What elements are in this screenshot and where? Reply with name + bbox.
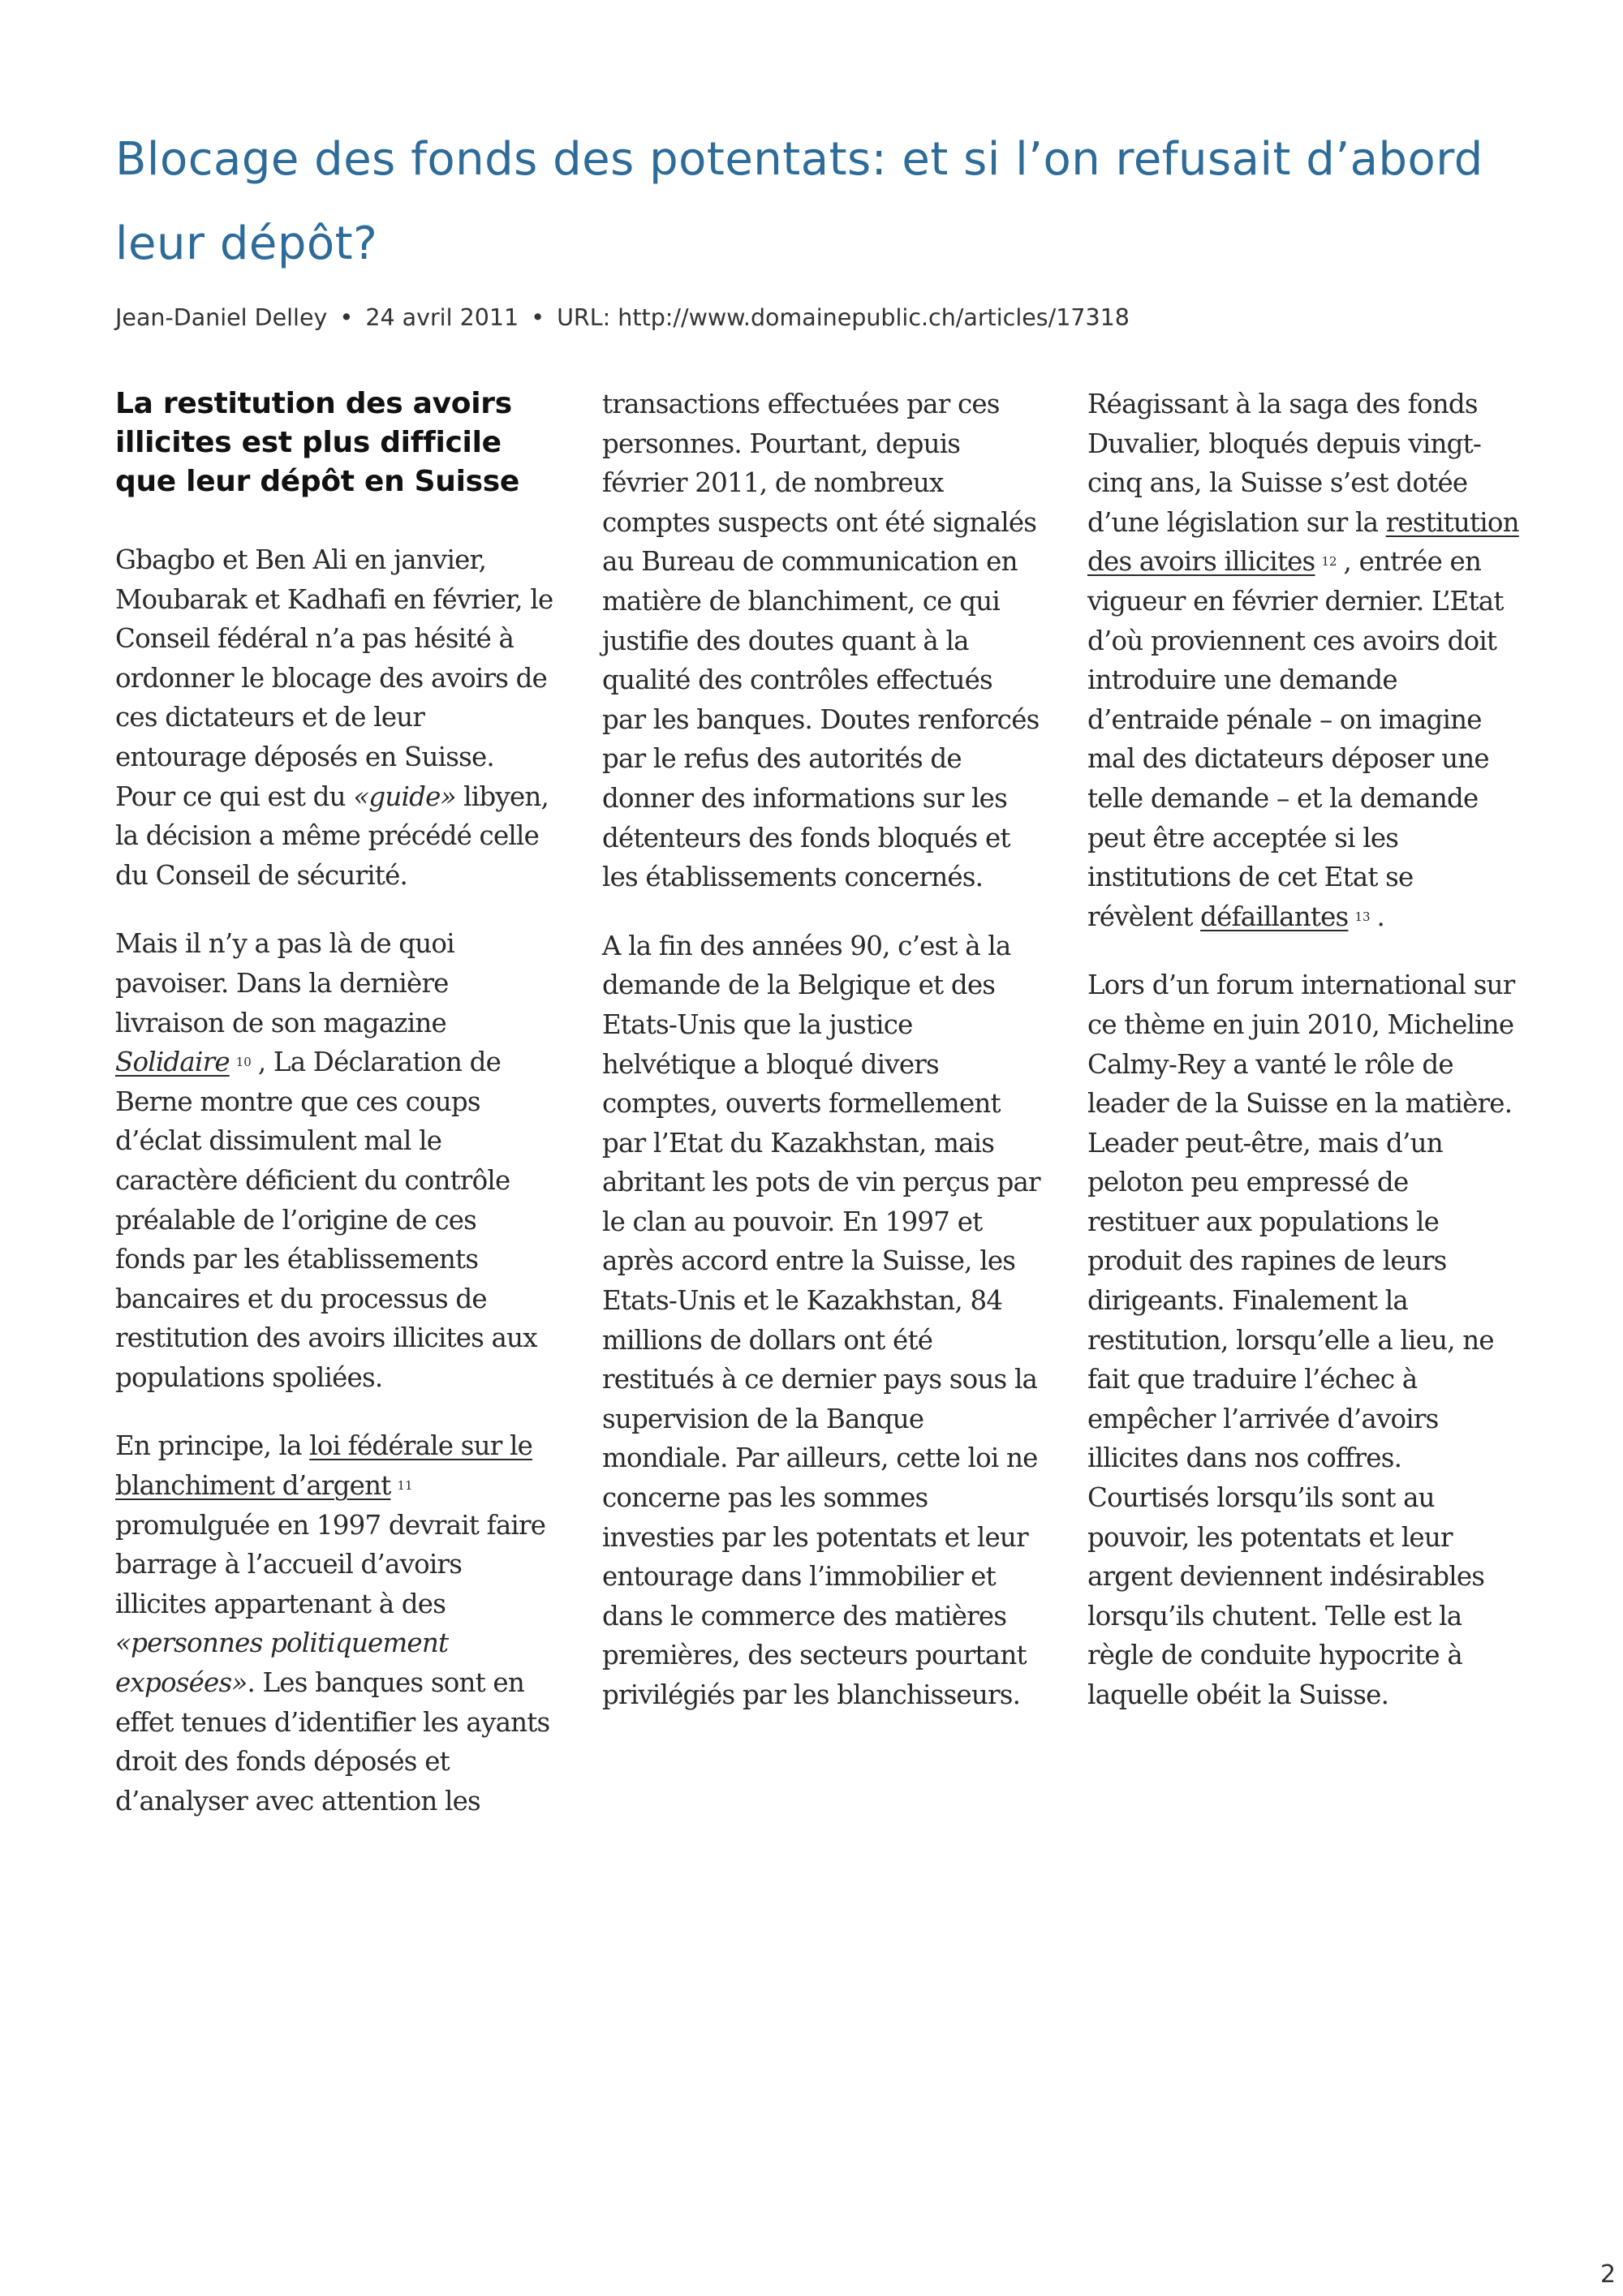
article-title: Blocage des fonds des potentats: et si l’on refusait d’abord leur dépôt? bbox=[115, 133, 1483, 270]
paragraph-6: Lors d’un forum international sur ce thème en juin 2010, Micheline Calmy-Rey a vanté le rôle de leader de la Suisse en la matière. Leader peut-être, mais d’un peloton peu empressé de restituer aux populations le produit des rapines de leurs dirigeants. Finalement la restitution, lorsqu’elle a lieu, ne fait que traduire l’échec à empêcher l’arrivée d’avoirs illicites dans nos coffres. Courtisés lorsqu’ils sont au pouvoir, les potentats et leur argent deviennent indésirables lorsqu’ils chutent. Telle est la règle de conduite hypocrite à laquelle obéit la Suisse. bbox=[1087, 970, 1515, 1710]
paragraph-3-continued: transactions effectuées par ces personnes. Pourtant, depuis février 2011, de nombreux comptes suspects ont été signalés au Bureau de communication en matière de blanchiment, ce qui justifie des doutes quant à la qualité des contrôles effectués par les banques. Doutes renforcés par le refus des autorités de donner des informations sur les détenteurs des fonds bloqués et les établissements concernés. bbox=[602, 389, 1040, 893]
text-column-3 bbox=[1087, 385, 1526, 1744]
blanchiment-law-link[interactable]: loi fédérale sur le blanchiment d’argent bbox=[115, 1430, 533, 1502]
page-number: 2 bbox=[1600, 2260, 1617, 2289]
solidaire-link[interactable]: Solidaire bbox=[115, 1047, 230, 1078]
byline bbox=[115, 302, 1332, 334]
byline-separator: • bbox=[339, 304, 354, 331]
pep-quote: «personnes politiquement exposées» bbox=[115, 1627, 449, 1699]
restitution-law-link[interactable]: restitution des avoirs illicites bbox=[1087, 506, 1519, 578]
paragraph-2: Mais il n’y a pas là de quoi pavoiser. Dans la dernière livraison de son magazine Solidaire $^{10}$ , La Déclaration de Berne montre que ces coups d’éclat dissimulent mal le caractère déficient du contrôle préalable de l’origine de ces fonds par les établissements bancaires et du processus de restitution des avoirs illicites aux populations spoliées. bbox=[115, 928, 537, 1393]
defaillantes-link[interactable]: défaillantes bbox=[1200, 901, 1349, 932]
byline-separator: • bbox=[531, 304, 545, 331]
article-url[interactable]: http://www.domainepublic.ch/articles/17318 bbox=[618, 304, 1130, 331]
paragraph-5: Réagissant à la saga des fonds Duvalier, bloqués depuis vingt-cinq ans, la Suisse s’est dotée d’une législation sur la restitution des avoirs illicites $^{12}$ , entrée en vigueur en février dernier. L’Etat d’où proviennent ces avoirs doit introduire une demande d’entraide pénale – on imagine mal des dictateurs déposer une telle demande – et la demande peut être acceptée si les institutions de cet Etat se révèlent défaillantes $^{13}$ . bbox=[1087, 389, 1519, 932]
text-column-2 bbox=[602, 385, 1040, 1744]
url-label: URL: bbox=[557, 304, 611, 331]
paragraph-1: Gbagbo et Ben Ali en janvier, Moubarak et Kadhafi en février, le Conseil fédéral n’a pas hésité à ordonner le blocage des avoirs de ces dictateurs et de leur entourage déposés en Suisse. Pour ce qui est du «guide» libyen, la décision a même précédé celle du Conseil de sécurité. bbox=[115, 544, 553, 891]
publication-date: 24 avril 2011 bbox=[365, 304, 519, 331]
article-subhead: La restitution des avoirs illicites est plus difficile que leur dépôt en Suisse bbox=[115, 387, 519, 498]
paragraph-4: A la fin des années 90, c’est à la demande de la Belgique et des Etats-Unis que la justice helvétique a bloqué divers comptes, ouverts formellement par l’Etat du Kazakhstan, mais abritant les pots de vin perçus par le clan au pouvoir. En 1997 et après accord entre la Suisse, les Etats-Unis et le Kazakhstan, 84 millions de dollars ont été restitués à ce dernier pays sous la supervision de la Banque mondiale. Par ailleurs, cette loi ne concerne pas les sommes investies par les potentats et leur entourage dans l’immobilier et dans le commerce des matières premières, des secteurs pourtant privilégiés par les blanchisseurs. bbox=[602, 930, 1040, 1710]
paragraph-3: En principe, la loi fédérale sur le blanchiment d’argent $^{11}$ promulguée en 1997 devrait faire barrage à l’accueil d’avoirs illicites appartenant à des «personnes politiquement exposées». Les banques sont en effet tenues d’identifier les ayants droit des fonds déposés et d’analyser avec attention les bbox=[115, 1430, 550, 1817]
guide-quote: «guide» bbox=[353, 780, 456, 812]
footnote-ref-12[interactable]: 12 bbox=[1321, 554, 1337, 570]
footnote-ref-10[interactable]: 10 bbox=[235, 1055, 252, 1070]
footnote-ref-13[interactable]: 13 bbox=[1354, 909, 1371, 924]
footnote-ref-11[interactable]: 11 bbox=[397, 1478, 413, 1494]
author: Jean-Daniel Delley bbox=[115, 304, 328, 331]
text-column-1 bbox=[115, 385, 553, 1850]
